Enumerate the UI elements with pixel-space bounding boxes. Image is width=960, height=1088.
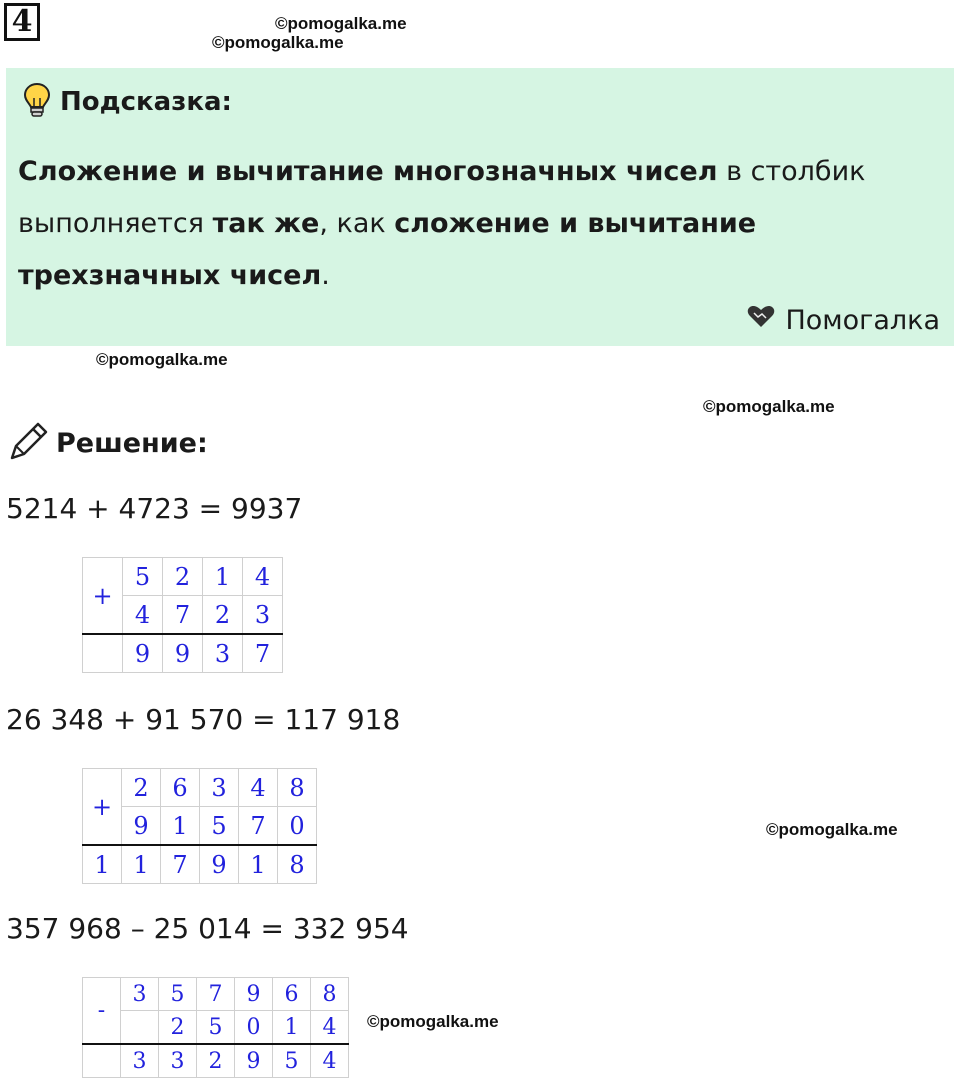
digit-cell: 7 bbox=[239, 807, 278, 846]
result-digit: 8 bbox=[278, 845, 317, 884]
column-calc-3 bbox=[82, 977, 349, 1078]
pencil-icon bbox=[8, 420, 50, 466]
digit-cell: 0 bbox=[278, 807, 317, 846]
digit-cell: 5 bbox=[197, 1011, 235, 1045]
watermark: ©pomogalka.me bbox=[703, 397, 835, 416]
digit-cell: 1 bbox=[273, 1011, 311, 1045]
signature-text: Помогалка bbox=[785, 305, 940, 336]
operator-sign: - bbox=[83, 978, 121, 1045]
result-digit: 1 bbox=[239, 845, 278, 884]
heart-icon bbox=[747, 305, 775, 336]
digit-cell: 8 bbox=[311, 978, 349, 1011]
equation-2: 26 348 + 91 570 = 117 918 bbox=[6, 703, 401, 736]
column-calc-1 bbox=[82, 557, 283, 673]
result-digit: 2 bbox=[197, 1044, 235, 1078]
result-digit: 3 bbox=[203, 634, 243, 673]
digit-cell: 9 bbox=[122, 807, 161, 846]
task-number: 4 bbox=[4, 3, 40, 41]
digit-cell: 5 bbox=[200, 807, 239, 846]
digit-cell: 1 bbox=[161, 807, 200, 846]
operator-sign: + bbox=[83, 769, 122, 846]
digit-cell: 2 bbox=[122, 769, 161, 807]
equation-3: 357 968 – 25 014 = 332 954 bbox=[6, 912, 409, 945]
result-digit: 7 bbox=[161, 845, 200, 884]
digit-cell: 3 bbox=[121, 978, 159, 1011]
digit-cell: 2 bbox=[159, 1011, 197, 1045]
signature bbox=[747, 305, 940, 336]
digit-cell: 2 bbox=[203, 596, 243, 635]
digit-cell: 0 bbox=[235, 1011, 273, 1045]
digit-cell: 7 bbox=[197, 978, 235, 1011]
digit-cell: 4 bbox=[311, 1011, 349, 1045]
digit-cell: 4 bbox=[239, 769, 278, 807]
digit-cell: 5 bbox=[159, 978, 197, 1011]
solution-title: Решение: bbox=[56, 427, 208, 459]
digit-cell: 4 bbox=[123, 596, 163, 635]
result-digit: 5 bbox=[273, 1044, 311, 1078]
digit-cell: 4 bbox=[243, 558, 283, 596]
digit-cell: 6 bbox=[273, 978, 311, 1011]
column-calc-2 bbox=[82, 768, 317, 884]
equation-1: 5214 + 4723 = 9937 bbox=[6, 492, 303, 525]
digit-cell: 7 bbox=[163, 596, 203, 635]
result-digit: 3 bbox=[159, 1044, 197, 1078]
digit-cell: 2 bbox=[163, 558, 203, 596]
result-digit: 9 bbox=[163, 634, 203, 673]
operator-sign: + bbox=[83, 558, 123, 635]
result-digit: 1 bbox=[122, 845, 161, 884]
empty-cell bbox=[121, 1011, 159, 1045]
watermark: ©pomogalka.me bbox=[275, 14, 407, 33]
watermark: ©pomogalka.me bbox=[766, 820, 898, 839]
watermark: ©pomogalka.me bbox=[96, 350, 228, 369]
digit-cell: 1 bbox=[203, 558, 243, 596]
result-digit: 9 bbox=[200, 845, 239, 884]
empty-cell bbox=[83, 1044, 121, 1078]
result-digit: 4 bbox=[311, 1044, 349, 1078]
digit-cell: 9 bbox=[235, 978, 273, 1011]
digit-cell: 6 bbox=[161, 769, 200, 807]
digit-cell: 5 bbox=[123, 558, 163, 596]
hint-box bbox=[6, 68, 954, 346]
digit-cell: 8 bbox=[278, 769, 317, 807]
result-digit: 1 bbox=[83, 845, 122, 884]
digit-cell: 3 bbox=[200, 769, 239, 807]
result-digit: 3 bbox=[121, 1044, 159, 1078]
watermark: ©pomogalka.me bbox=[367, 1012, 499, 1031]
result-digit: 9 bbox=[235, 1044, 273, 1078]
hint-text: Сложение и вычитание многозначных чисел в столбик выполняется так же, как сложение и вычитание трехзначных чисел. bbox=[18, 156, 866, 291]
lightbulb-icon bbox=[22, 82, 52, 122]
hint-title: Подсказка: bbox=[60, 87, 232, 117]
result-digit: 7 bbox=[243, 634, 283, 673]
empty-cell bbox=[83, 634, 123, 673]
digit-cell: 3 bbox=[243, 596, 283, 635]
watermark: ©pomogalka.me bbox=[212, 33, 344, 52]
solution-header bbox=[8, 420, 208, 466]
result-digit: 9 bbox=[123, 634, 163, 673]
hint-header bbox=[22, 82, 232, 122]
